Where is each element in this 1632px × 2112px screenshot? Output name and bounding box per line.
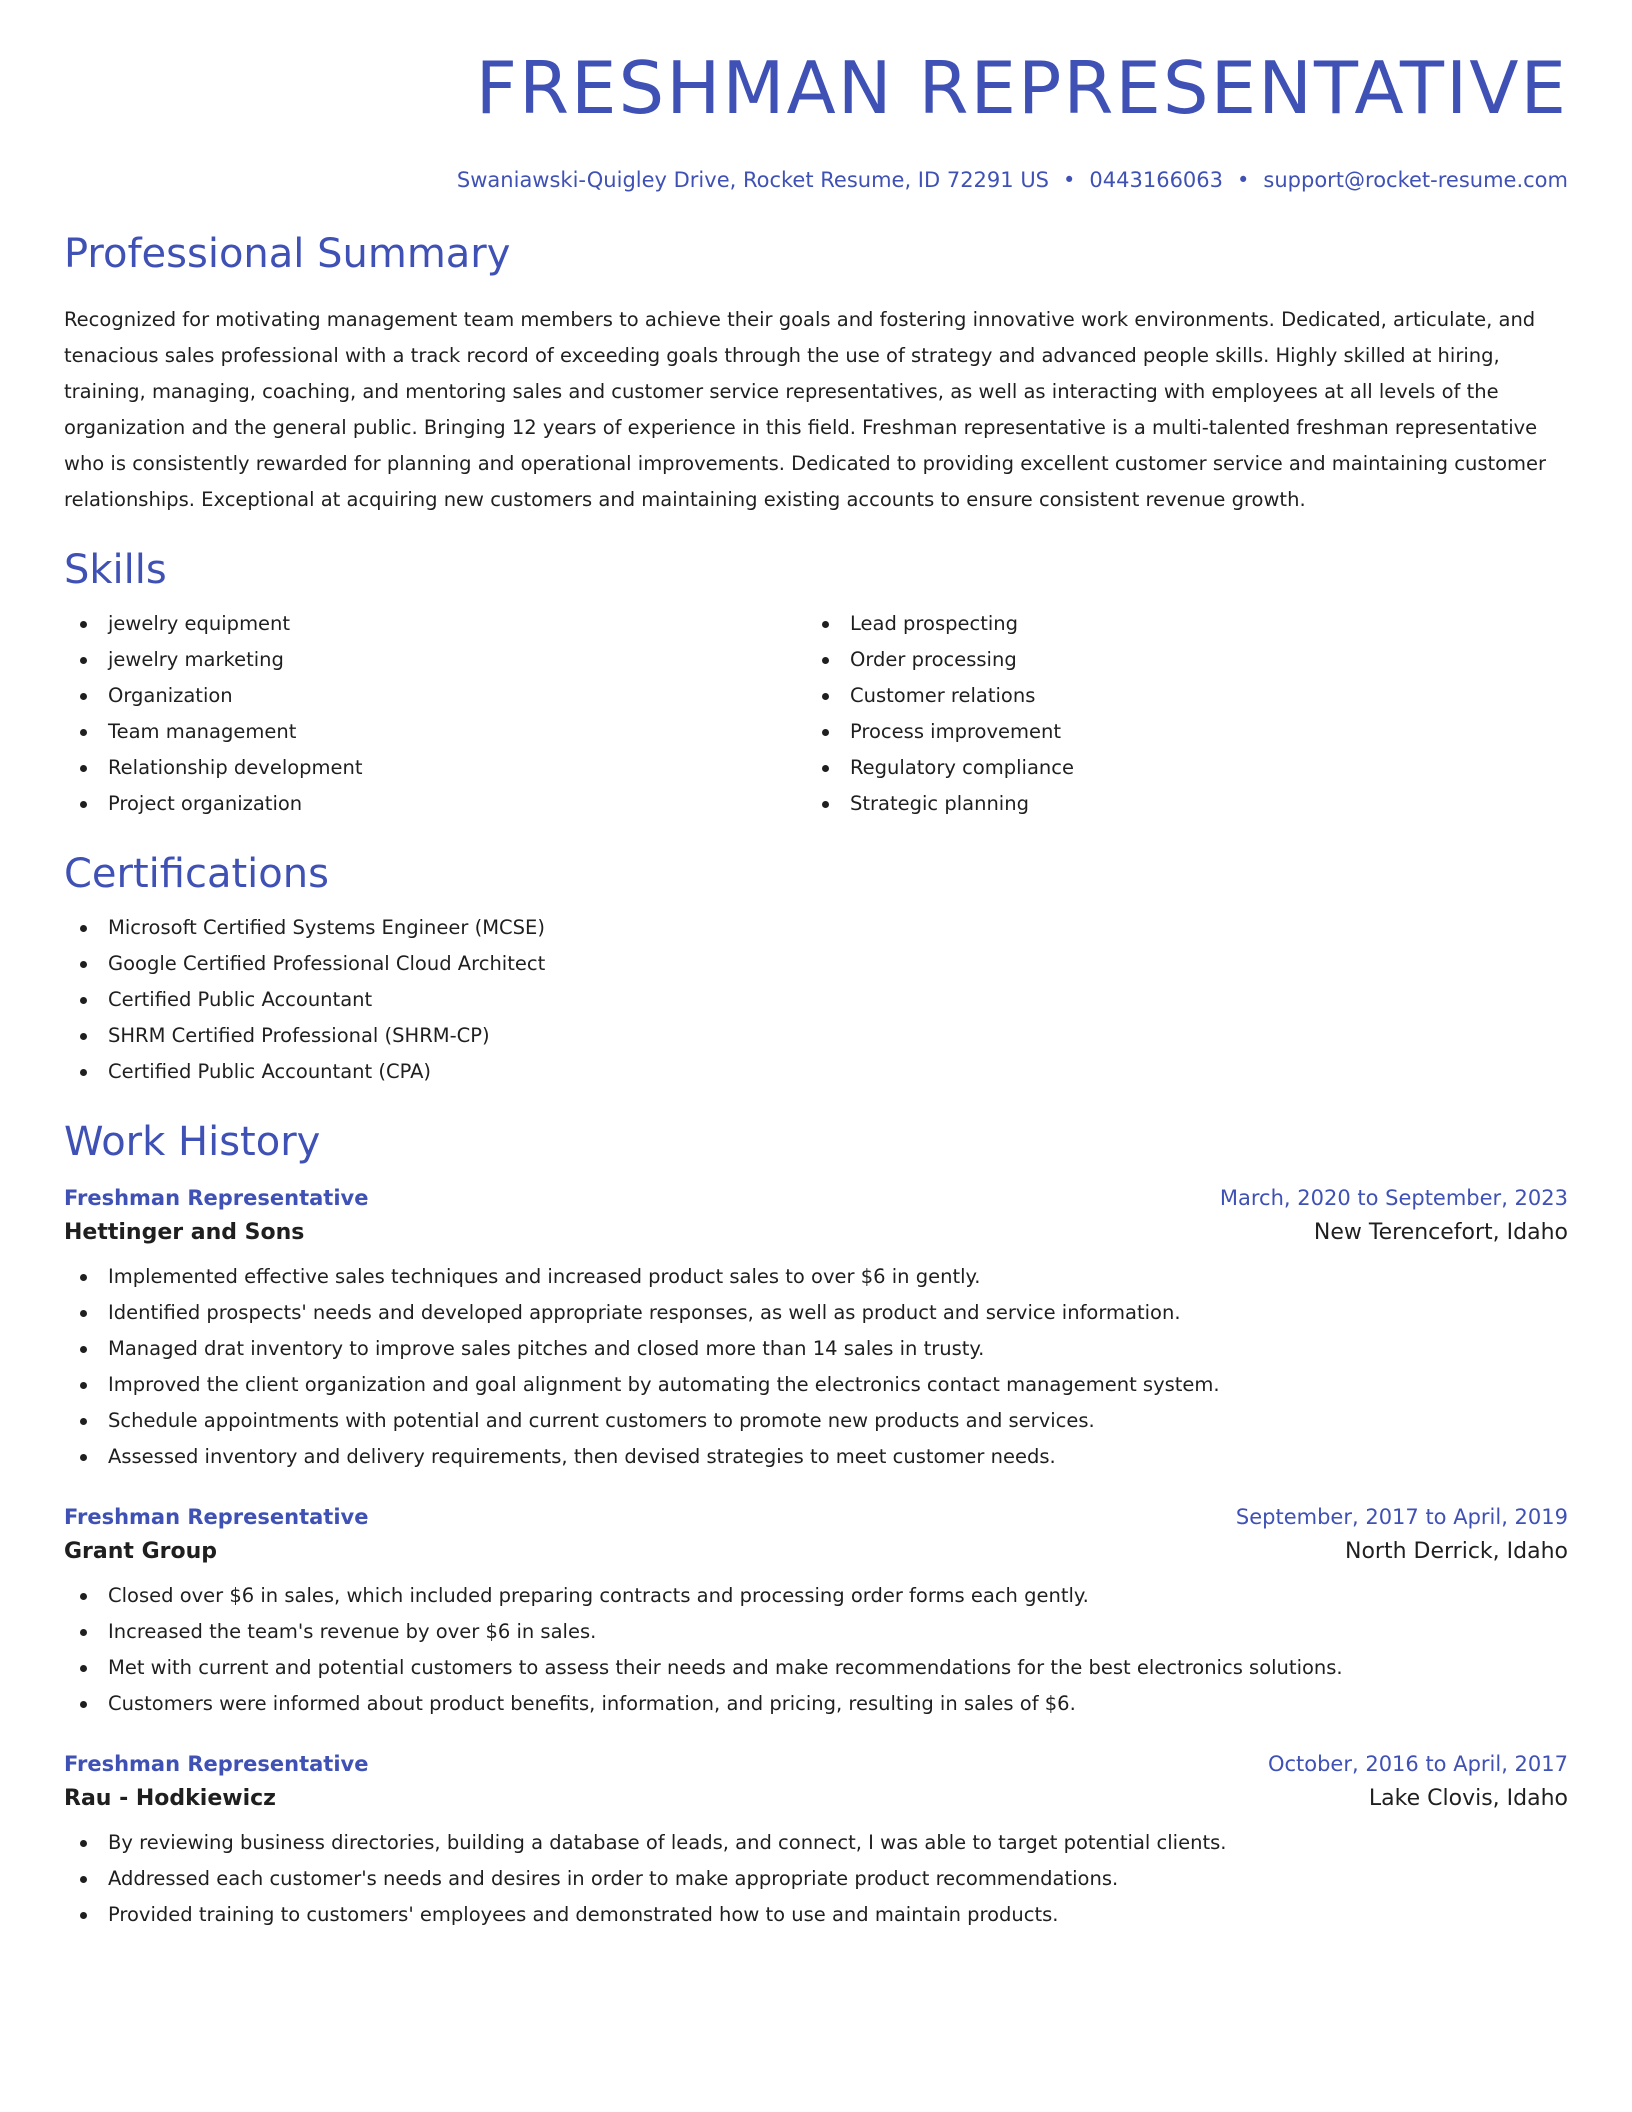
summary-heading: Professional Summary [64, 231, 511, 277]
skill-item: Strategic planning [806, 786, 1548, 822]
job-bullet: Implemented effective sales techniques and increased product sales to over $6 in gently. [64, 1259, 1568, 1295]
contact-address: Swaniawski-Quigley Drive, Rocket Resume, ID 72291 US [456, 168, 1050, 192]
certification-item: Certified Public Accountant (CPA) [64, 1054, 1568, 1090]
job-bullets [64, 1259, 1568, 1475]
job-bullet: Assessed inventory and delivery requirements, then devised strategies to meet customer needs. [64, 1439, 1568, 1475]
contact-phone: 0443166063 [1089, 168, 1224, 192]
job-bullet: Identified prospects' needs and developed appropriate responses, as well as product and service information. [64, 1295, 1568, 1331]
job-bullet: Addressed each customer's needs and desires in order to make appropriate product recommendations. [64, 1861, 1568, 1897]
job-company: Grant Group [64, 1539, 218, 1564]
job-location: Lake Clovis, Idaho [1368, 1786, 1568, 1811]
certification-item: Certified Public Accountant [64, 982, 1568, 1018]
job-header [64, 1186, 1568, 1210]
skill-item: Organization [64, 678, 806, 714]
skills-heading: Skills [64, 547, 167, 593]
job-location: New Terencefort, Idaho [1313, 1220, 1568, 1245]
certification-item: SHRM Certified Professional (SHRM-CP) [64, 1018, 1568, 1054]
job-bullet: Improved the client organization and goal alignment by automating the electronics contact management system. [64, 1367, 1568, 1403]
skill-item: jewelry equipment [64, 606, 806, 642]
job-subheader [64, 1786, 1568, 1811]
skills-list [64, 606, 1568, 822]
job-dates: March, 2020 to September, 2023 [1219, 1186, 1568, 1210]
job-bullet: Met with current and potential customers to assess their needs and make recommendations for the best electronics solutions. [64, 1650, 1568, 1686]
job-bullet: Increased the team's revenue by over $6 in sales. [64, 1614, 1568, 1650]
skill-item: Regulatory compliance [806, 750, 1548, 786]
resume-name: FRESHMAN REPRESENTATIVE [475, 46, 1568, 130]
job-dates: October, 2016 to April, 2017 [1267, 1752, 1568, 1776]
skill-item: Order processing [806, 642, 1548, 678]
work-history-heading: Work History [64, 1119, 321, 1165]
skill-item: Process improvement [806, 714, 1548, 750]
certifications-heading: Certifications [64, 851, 329, 897]
skill-item: Customer relations [806, 678, 1548, 714]
job-bullets [64, 1578, 1568, 1722]
certifications-list [64, 910, 1568, 1090]
job-bullets [64, 1825, 1568, 1933]
skill-item: Project organization [64, 786, 806, 822]
job-entry [64, 1505, 1568, 1722]
skill-item: Relationship development [64, 750, 806, 786]
skill-item: Team management [64, 714, 806, 750]
job-entry [64, 1752, 1568, 1933]
contact-separator: • [1063, 168, 1076, 192]
job-bullet: Schedule appointments with potential and current customers to promote new products and services. [64, 1403, 1568, 1439]
job-bullet: Customers were informed about product benefits, information, and pricing, resulting in sales of $6. [64, 1686, 1568, 1722]
job-bullet: By reviewing business directories, building a database of leads, and connect, I was able to target potential clients. [64, 1825, 1568, 1861]
skills-column-right [806, 606, 1548, 822]
job-header [64, 1752, 1568, 1776]
certification-item: Google Certified Professional Cloud Architect [64, 946, 1568, 982]
skill-item: jewelry marketing [64, 642, 806, 678]
job-title: Freshman Representative [64, 1752, 369, 1776]
job-company: Rau - Hodkiewicz [64, 1786, 276, 1811]
job-dates: September, 2017 to April, 2019 [1235, 1505, 1568, 1529]
job-subheader [64, 1539, 1568, 1564]
job-company: Hettinger and Sons [64, 1220, 305, 1245]
contact-email: support@rocket-resume.com [1263, 168, 1568, 192]
summary-text: Recognized for motivating management team members to achieve their goals and fostering innovative work environments. Dedicated, articulate, and tenacious sales professional with a track record of exceeding goals through the use of strategy and advanced people skills. Highly skilled at hiring, training, managing, coaching, and mentoring sales and customer service representatives, as well as interacting with employees at all levels of the organization and the general public. Bringing 12 years of experience in this field. Freshman representative is a multi-talented freshman representative who is consistently rewarded for planning and operational improvements. Dedicated to providing excellent customer service and maintaining customer relationships. Exceptional at acquiring new customers and maintaining existing accounts to ensure consistent revenue growth. [64, 308, 1547, 511]
skills-column-left [64, 606, 806, 822]
contact-separator: • [1237, 168, 1250, 192]
job-title: Freshman Representative [64, 1186, 369, 1210]
job-location: North Derrick, Idaho [1345, 1539, 1568, 1564]
skill-item: Lead prospecting [806, 606, 1548, 642]
job-header [64, 1505, 1568, 1529]
job-bullet: Managed drat inventory to improve sales pitches and closed more than 14 sales in trusty. [64, 1331, 1568, 1367]
job-entry [64, 1186, 1568, 1475]
certification-item: Microsoft Certified Systems Engineer (MCSE) [64, 910, 1568, 946]
job-bullet: Provided training to customers' employees and demonstrated how to use and maintain products. [64, 1897, 1568, 1933]
contact-line [64, 168, 1568, 192]
job-title: Freshman Representative [64, 1505, 369, 1529]
job-bullet: Closed over $6 in sales, which included preparing contracts and processing order forms each gently. [64, 1578, 1568, 1614]
job-subheader [64, 1220, 1568, 1245]
